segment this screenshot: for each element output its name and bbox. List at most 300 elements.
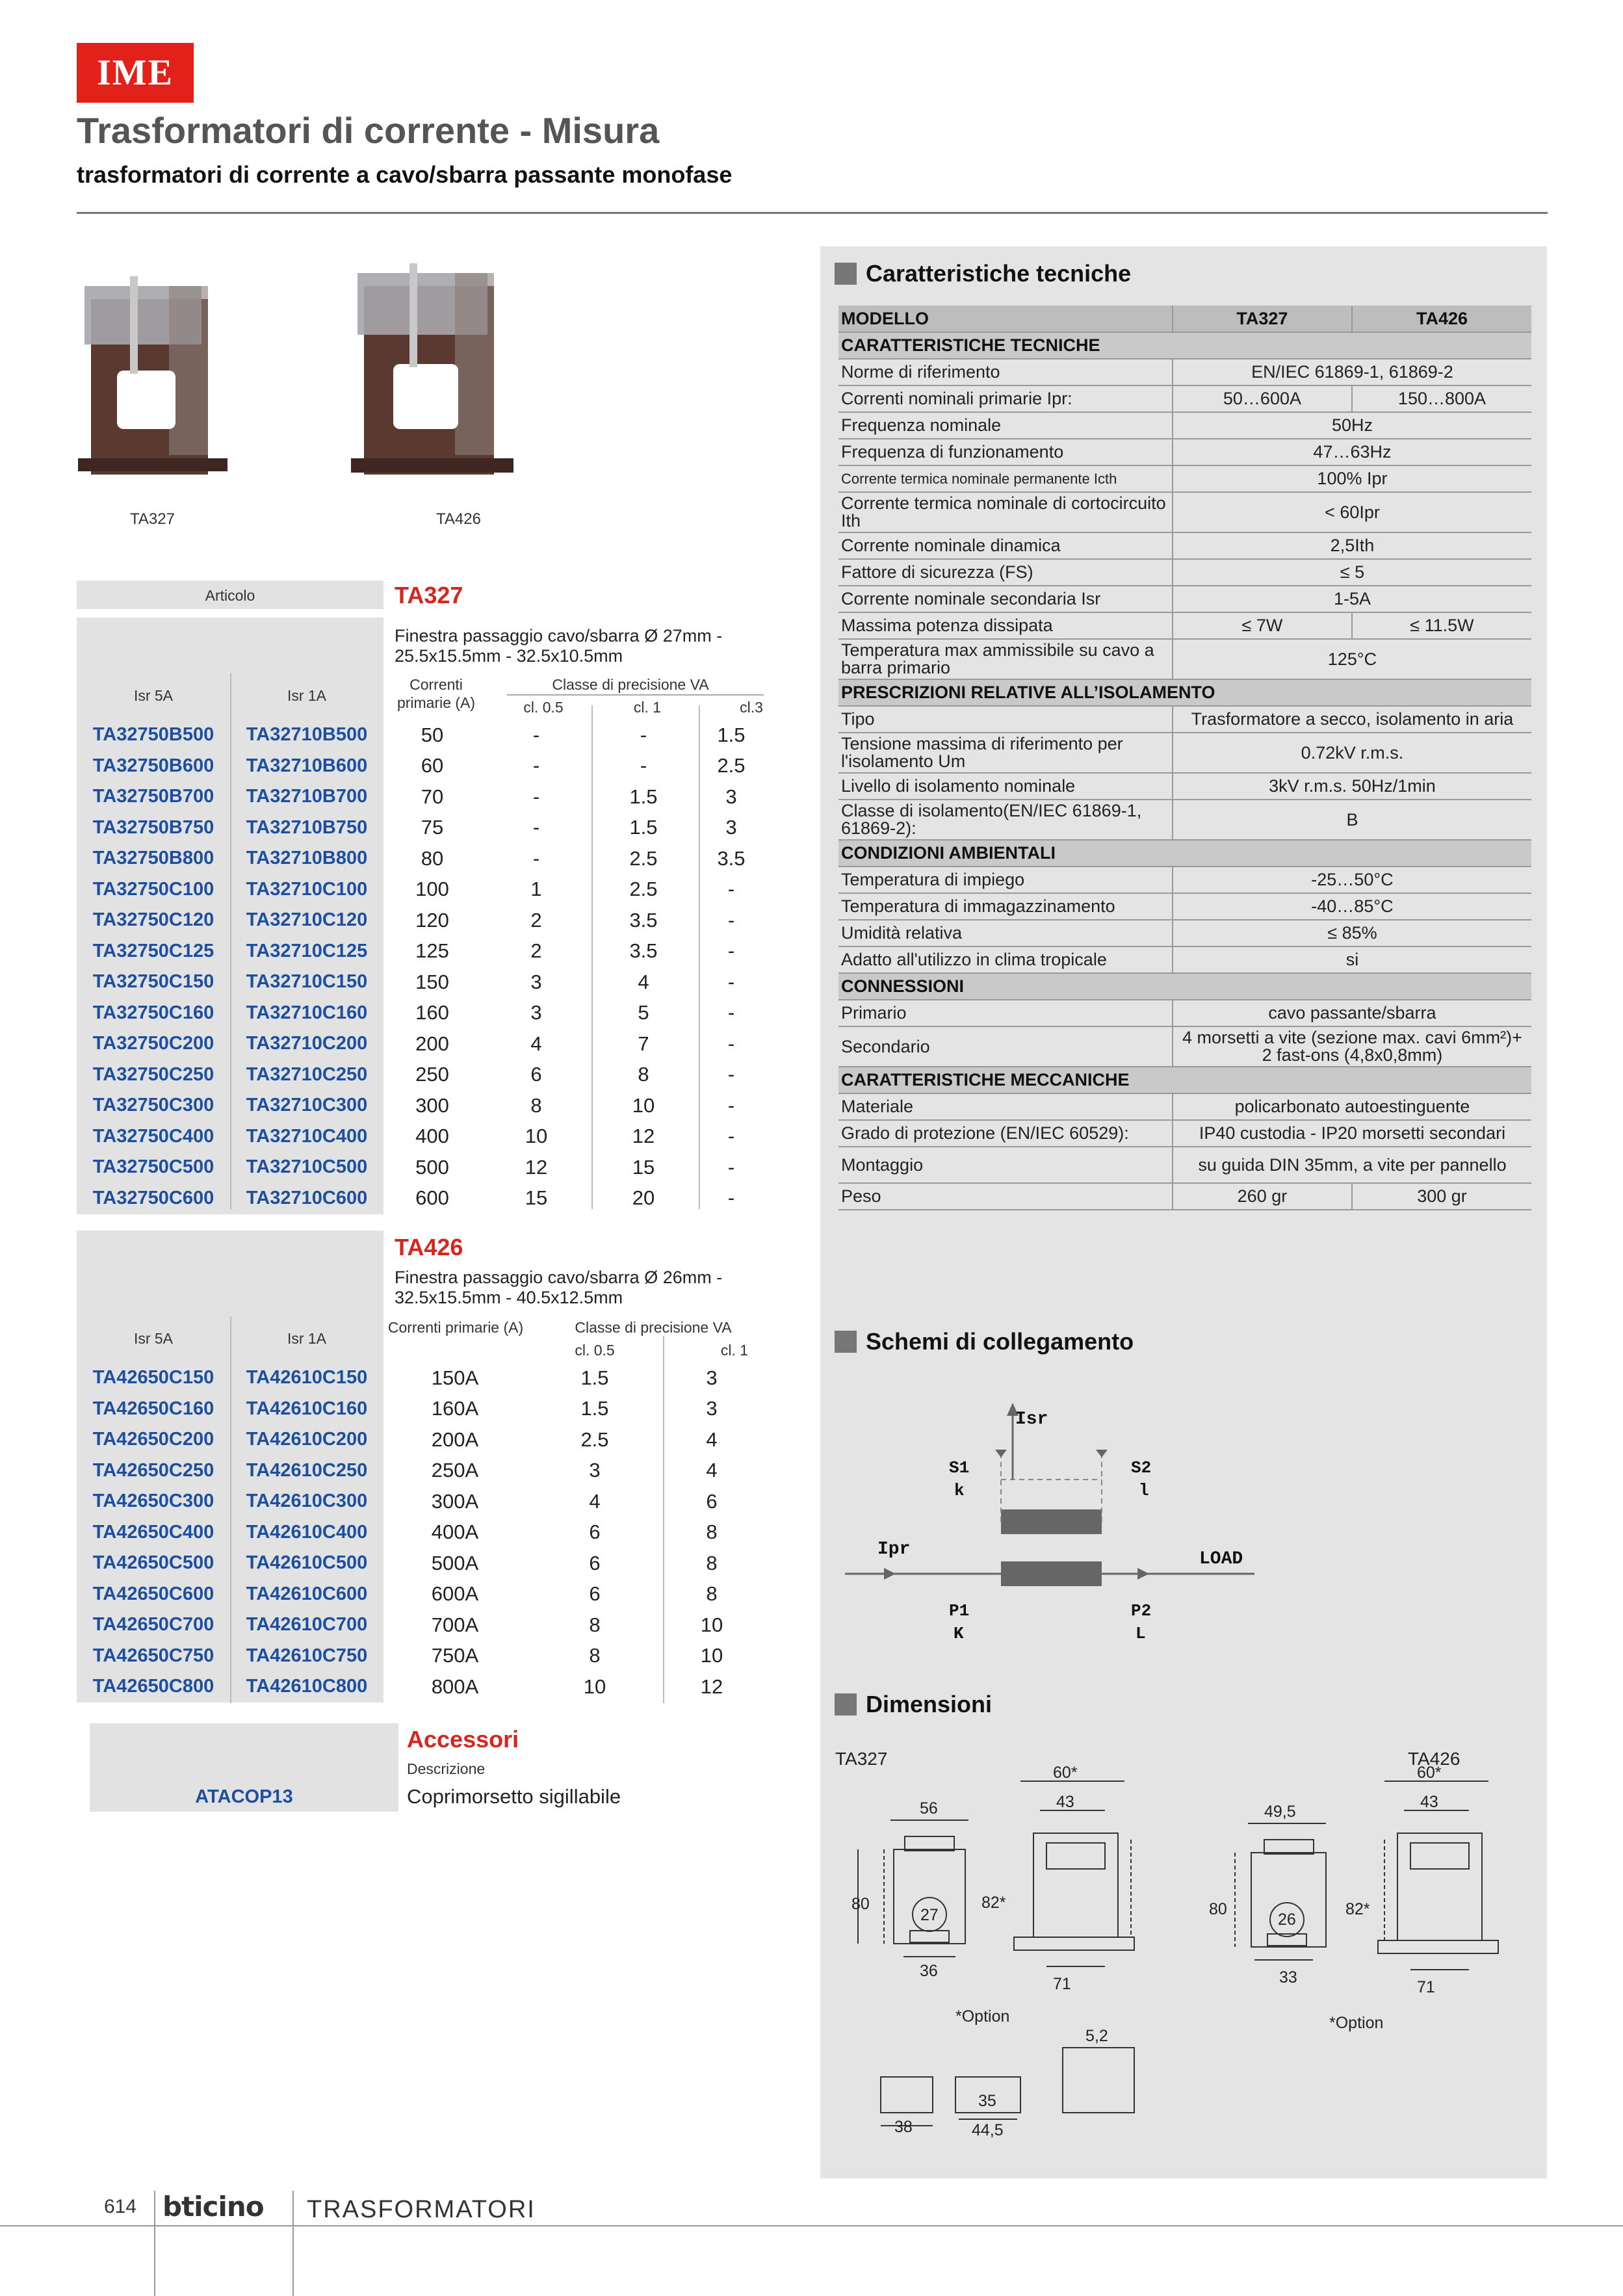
article-code: TA42610C600 [246,1583,368,1604]
spec-value: -25…50°C [1173,867,1531,893]
table-cell: 6 [589,1520,601,1544]
spec-value-ta327: 260 gr [1173,1183,1352,1210]
table-cell: - [727,908,735,932]
spec-label: Temperatura max ammissibile su cavo a barra primario [838,639,1173,679]
page-title: Trasformatori di corrente - Misura [77,110,660,151]
spec-value-ta426: ≤ 11.5W [1352,612,1531,639]
article-code: TA42650C250 [92,1459,214,1481]
spec-row [838,1067,1531,1093]
table-cell: - [532,816,540,839]
table-cell: - [727,1093,735,1117]
table-cell: 750A [431,1644,479,1667]
article-code: TA32750C300 [92,1095,214,1116]
spec-label: PRESCRIZIONI RELATIVE ALL’ISOLAMENTO [838,679,1531,706]
table-cell: 6 [589,1582,601,1606]
table-cell: 8 [589,1613,601,1636]
article-code: TA42650C600 [92,1583,214,1604]
spec-value: IP40 custodia - IP20 morsetti secondari [1173,1120,1531,1147]
spec-label: CONNESSIONI [838,973,1531,1000]
table-cell: 120 [415,908,449,932]
spec-row [838,559,1531,586]
article-code: TA32710C160 [246,1002,368,1023]
k-small-label: k [954,1481,965,1500]
dim-ta426-label: TA426 [1408,1749,1461,1769]
article-code: TA42610C300 [246,1491,368,1512]
dim-82a: 82* [981,1894,1006,1912]
table-cell: 600A [431,1582,479,1606]
spec-row [838,1120,1531,1147]
spec-label: Temperatura di impiego [838,867,1173,893]
article-code: TA32750C100 [92,878,214,900]
load-label: LOAD [1199,1549,1243,1569]
dim-82b: 82* [1345,1900,1370,1918]
article-code: TA32750C500 [92,1156,214,1178]
spec-label: Livello di isolamento nominale [838,773,1173,800]
table-row [77,1424,767,1455]
section-square-icon [835,263,857,285]
table-cell: 10 [700,1644,723,1667]
table-cell: 20 [632,1186,655,1210]
dim-71b: 71 [1417,1978,1435,1996]
article-code: TA32750C200 [92,1033,214,1054]
article-code: TA32750B500 [92,724,214,746]
ta327-col-currents: Correnti primarie (A) [396,676,476,711]
spec-value: B [1173,800,1531,840]
table-row [77,998,767,1029]
dim-80a: 80 [851,1895,870,1913]
ta426-rows [77,1363,767,1702]
table-cell: 500 [415,1155,449,1179]
accessori-code: ATACOP13 [195,1786,293,1807]
table-cell: 10 [700,1613,723,1636]
table-cell: 800A [431,1675,479,1698]
article-code: TA42650C500 [92,1552,214,1574]
table-cell: 3 [589,1459,601,1482]
table-row [77,1517,767,1548]
table-cell: - [727,1186,735,1210]
table-cell: 1.5 [629,785,658,808]
article-code: TA32710B700 [246,786,368,807]
spec-label: Massima potenza dissipata [838,612,1173,639]
table-row [77,1060,767,1091]
accessori-description: Coprimorsetto sigillabile [407,1785,621,1808]
table-row [77,1641,767,1672]
dim-35: 35 [978,2092,996,2110]
dim-option-1: *Option [955,2007,1010,2026]
image-caption-ta426: TA426 [436,510,481,528]
table-cell: 2.5 [717,754,746,777]
table-cell: 12 [700,1675,723,1698]
article-code: TA42610C800 [246,1676,368,1697]
table-cell: 1.5 [717,723,746,746]
table-cell: - [727,970,735,993]
table-cell: 8 [589,1644,601,1667]
spec-row [838,867,1531,893]
table-row [77,720,767,751]
article-code: TA32750B600 [92,755,214,776]
spec-row [838,412,1531,439]
spec-label: Adatto all'utilizzo in clima tropicale [838,946,1173,973]
p1-label: P1 [949,1601,970,1621]
table-cell: 150 [415,970,449,993]
table-cell: 80 [421,846,444,870]
spec-row [838,840,1531,867]
s1-label: S1 [949,1458,970,1478]
article-code: TA32710C400 [246,1125,368,1147]
spec-row [838,332,1531,359]
ta426-col-cl1: cl. 1 [720,1342,749,1359]
spec-value: EN/IEC 61869-1, 61869-2 [1173,359,1531,385]
table-row [77,781,767,813]
spec-row [838,639,1531,679]
spec-value-ta327: TA327 [1173,306,1352,332]
spec-row [838,973,1531,1000]
table-row [77,1090,767,1121]
spec-label: Montaggio [838,1147,1173,1183]
spec-value: 47…63Hz [1173,439,1531,465]
article-code: TA42610C500 [246,1552,368,1574]
spec-row [838,706,1531,733]
footer-divider-1 [154,2191,155,2296]
dimension-drawings [832,1742,1534,2145]
spec-label: Grado di protezione (EN/IEC 60529): [838,1120,1173,1147]
brand-logo: IME [77,43,194,103]
spec-row [838,385,1531,412]
spec-value-ta426: TA426 [1352,306,1531,332]
spec-row [838,773,1531,800]
s2-label: S2 [1131,1458,1152,1478]
table-cell: 300 [415,1093,449,1117]
spec-value-ta426: 300 gr [1352,1183,1531,1210]
ta327-col-isr1: Isr 1A [287,687,327,704]
spec-label: MODELLO [838,306,1173,332]
table-cell: 4 [530,1032,542,1055]
spec-row [838,679,1531,706]
article-code: TA42650C150 [92,1367,214,1389]
ta327-col-cl3: cl.3 [740,699,763,716]
ta327-model-title: TA327 [395,582,463,608]
table-cell: 8 [638,1063,649,1086]
spec-label: Primario [838,1000,1173,1026]
table-cell: 4 [589,1489,601,1513]
article-code: TA42610C250 [246,1459,368,1481]
table-cell: - [727,939,735,963]
schemi-title: Schemi di collegamento [866,1328,1134,1355]
table-cell: 6 [706,1489,718,1513]
page-subtitle: trasformatori di corrente a cavo/sbarra passante monofase [77,161,733,188]
article-code: TA32710B800 [246,848,368,869]
section-square-icon [835,1693,857,1715]
article-code: TA42650C800 [92,1676,214,1697]
section-square-icon [835,1331,857,1353]
table-row [77,843,767,874]
dim-36: 36 [920,1962,938,1980]
dim-27: 27 [920,1906,939,1924]
spec-row [838,733,1531,773]
table-row [77,905,767,936]
spec-row [838,1093,1531,1120]
table-cell: 600 [415,1186,449,1210]
table-cell: 6 [530,1063,542,1086]
spec-label: Materiale [838,1093,1173,1120]
dim-ta327-label: TA327 [835,1749,888,1769]
table-cell: 3 [706,1397,718,1420]
spec-row [838,586,1531,612]
spec-label: Corrente termica nominale permanente Icth [838,465,1173,492]
accessori-desc-label: Descrizione [407,1760,486,1777]
l-small-label: l [1139,1481,1149,1500]
article-code: TA32710C100 [246,878,368,900]
article-code: TA32750C250 [92,1063,214,1085]
table-row [77,1121,767,1153]
dim-44-5: 44,5 [972,2121,1004,2139]
spec-row [838,946,1531,973]
table-cell: 10 [583,1675,606,1698]
p2-label: P2 [1131,1601,1152,1621]
table-row [77,1486,767,1517]
table-row [77,1579,767,1610]
L-label: L [1136,1624,1146,1643]
table-cell: - [727,878,735,901]
dim-71a: 71 [1053,1975,1071,1993]
dim-43b: 43 [1420,1793,1438,1811]
table-cell: 400 [415,1125,449,1148]
table-cell: 400A [431,1520,479,1544]
table-cell: - [640,754,647,777]
table-cell: 700A [431,1613,479,1636]
ta327-col-cl05: cl. 0.5 [523,699,564,716]
article-code: TA32710B600 [246,755,368,776]
table-row [77,874,767,906]
table-cell: 60 [421,754,444,777]
table-row [77,1152,767,1183]
spec-row [838,1026,1531,1067]
table-cell: 4 [706,1459,718,1482]
product-image-ta426 [351,260,533,481]
spec-row [838,465,1531,492]
table-cell: 200A [431,1428,479,1451]
wiring-diagram [838,1398,1267,1658]
table-cell: 3.5 [629,939,658,963]
table-cell: - [532,723,540,746]
article-code: TA42610C750 [246,1645,368,1666]
dim-49-5: 49,5 [1264,1803,1296,1821]
table-cell: 2.5 [629,846,658,870]
table-cell: 300A [431,1489,479,1513]
table-row [77,1394,767,1425]
table-row [77,1610,767,1641]
article-code: TA32710C125 [246,940,368,961]
spec-label: Classe di isolamento(EN/IEC 61869-1, 61869-2): [838,800,1173,840]
spec-label: Corrente termica nominale di cortocircuito Ith [838,492,1173,532]
table-cell: 7 [638,1032,649,1055]
table-cell: 15 [525,1186,548,1210]
footer-divider-2 [292,2191,294,2296]
ta426-model-title: TA426 [395,1234,463,1260]
table-cell: 50 [421,723,444,746]
table-cell: 160 [415,1001,449,1024]
spec-value: Trasformatore a secco, isolamento in aria [1173,706,1531,733]
specs-table [838,306,1531,1210]
spec-row [838,359,1531,385]
schemi-heading [835,1328,1134,1355]
table-row [77,936,767,967]
spec-row [838,1000,1531,1026]
ta426-col-isr1: Isr 1A [287,1330,327,1347]
spec-value: su guida DIN 35mm, a vite per pannello [1173,1147,1531,1183]
dim-5-2: 5,2 [1085,2027,1108,2045]
spec-row [838,920,1531,946]
article-code: TA42610C160 [246,1398,368,1419]
spec-label: Corrente nominale dinamica [838,532,1173,559]
spec-label: CARATTERISTICHE TECNICHE [838,332,1531,359]
spec-label: Fattore di sicurezza (FS) [838,559,1173,586]
article-code: TA42650C160 [92,1398,214,1419]
article-code: TA32710B500 [246,724,368,746]
article-code: TA32710B750 [246,816,368,838]
table-cell: 15 [632,1155,655,1179]
spec-value: 3kV r.m.s. 50Hz/1min [1173,773,1531,800]
table-cell: 6 [589,1551,601,1574]
table-cell: 2 [530,939,542,963]
table-cell: - [727,1063,735,1086]
footer-rule [0,2225,1623,2226]
spec-label: Umidità relativa [838,920,1173,946]
image-caption-ta327: TA327 [130,510,175,528]
dimensioni-title: Dimensioni [866,1691,993,1717]
ta426-description: Finestra passaggio cavo/sbarra Ø 26mm - 32.5x15.5mm - 40.5x12.5mm [395,1268,723,1308]
footer-brand-logo: bticino [162,2191,264,2223]
articolo-label: Articolo [205,587,255,604]
article-code: TA42610C150 [246,1367,368,1389]
table-cell: 1 [530,878,542,901]
table-row [77,1455,767,1487]
ta327-description: Finestra passaggio cavo/sbarra Ø 27mm - 25.5x15.5mm - 32.5x10.5mm [395,626,723,666]
table-cell: 3 [725,785,737,808]
spec-row [838,492,1531,532]
footer-section: TRASFORMATORI [307,2196,536,2223]
spec-value: 1-5A [1173,586,1531,612]
ta327-rows [77,720,767,1214]
table-cell: 4 [706,1428,718,1451]
table-cell: 125 [415,939,449,963]
table-cell: 75 [421,816,444,839]
spec-row [838,306,1531,332]
article-code: TA32750C160 [92,1002,214,1023]
table-cell: 3 [706,1366,718,1389]
spec-label: CARATTERISTICHE MECCANICHE [838,1067,1531,1093]
article-code: TA42610C700 [246,1614,368,1636]
spec-label: Frequenza di funzionamento [838,439,1173,465]
article-code: TA32750B700 [92,786,214,807]
table-cell: 3 [725,816,737,839]
article-code: TA32710C250 [246,1063,368,1085]
article-code: TA42650C750 [92,1645,214,1666]
table-cell: 2 [530,908,542,932]
table-cell: 8 [706,1582,718,1606]
dimensioni-heading [835,1691,992,1718]
dim-56: 56 [920,1799,938,1818]
spec-label: Tensione massima di riferimento per l'isolamento Um [838,733,1173,773]
spec-value-ta426: 150…800A [1352,385,1531,412]
table-cell: 250A [431,1459,479,1482]
ta327-class-rule [507,694,764,696]
article-code: TA42650C200 [92,1429,214,1450]
table-cell: 2.5 [580,1428,609,1451]
dim-60a: 60* [1053,1764,1078,1782]
ta327-col-cl1: cl. 1 [633,699,662,716]
spec-row [838,439,1531,465]
table-cell: 70 [421,785,444,808]
article-code: TA32750C120 [92,909,214,931]
spec-label: Tipo [838,706,1173,733]
spec-label: Temperatura di immagazzinamento [838,893,1173,920]
table-row [77,813,767,844]
isr-label: Isr [1015,1409,1048,1429]
table-cell: - [727,1032,735,1055]
article-code: TA42610C200 [246,1429,368,1450]
spec-value: si [1173,946,1531,973]
table-row [77,1671,767,1702]
header-rule [77,212,1548,214]
table-row [77,967,767,998]
table-cell: 5 [638,1001,649,1024]
dim-60b: 60* [1417,1764,1442,1782]
spec-value: ≤ 85% [1173,920,1531,946]
table-cell: 4 [638,970,649,993]
table-cell: 200 [415,1032,449,1055]
spec-label: Frequenza nominale [838,412,1173,439]
spec-value: cavo passante/sbarra [1173,1000,1531,1026]
table-cell: - [727,1155,735,1179]
spec-label: Norme di riferimento [838,359,1173,385]
dim-38: 38 [894,2118,913,2136]
spec-value: policarbonato autoestinguente [1173,1093,1531,1120]
specs-title: Caratteristiche tecniche [866,260,1132,287]
article-code: TA32750C400 [92,1125,214,1147]
article-code: TA42650C300 [92,1491,214,1512]
article-code: TA32710C600 [246,1187,368,1208]
spec-row [838,800,1531,840]
spec-row [838,532,1531,559]
spec-value-ta327: 50…600A [1173,385,1352,412]
article-code: TA32710C200 [246,1033,368,1054]
article-code: TA42650C700 [92,1614,214,1636]
article-code: TA32710C500 [246,1156,368,1178]
table-cell: - [532,754,540,777]
spec-row [838,1147,1531,1183]
spec-value: ≤ 5 [1173,559,1531,586]
spec-label: CONDIZIONI AMBIENTALI [838,840,1531,867]
spec-value: 50Hz [1173,412,1531,439]
article-code: TA32750C600 [92,1187,214,1208]
table-cell: 1.5 [629,816,658,839]
article-code: TA42650C400 [92,1521,214,1543]
table-cell: 8 [706,1520,718,1544]
spec-value: 2,5Ith [1173,532,1531,559]
spec-value: 0.72kV r.m.s. [1173,733,1531,773]
article-code: TA32750B800 [92,848,214,869]
dim-43a: 43 [1056,1793,1074,1811]
spec-value: -40…85°C [1173,893,1531,920]
spec-value: 4 morsetti a vite (sezione max. cavi 6mm²)+ 2 fast-ons (4,8x0,8mm) [1173,1026,1531,1067]
ta426-col-class: Classe di precisione VA [575,1319,732,1336]
article-code: TA32710C120 [246,909,368,931]
spec-label: Correnti nominali primarie Ipr: [838,385,1173,412]
spec-label: Corrente nominale secondaria Isr [838,586,1173,612]
spec-value: 100% Ipr [1173,465,1531,492]
accessori-title: Accessori [407,1726,519,1753]
